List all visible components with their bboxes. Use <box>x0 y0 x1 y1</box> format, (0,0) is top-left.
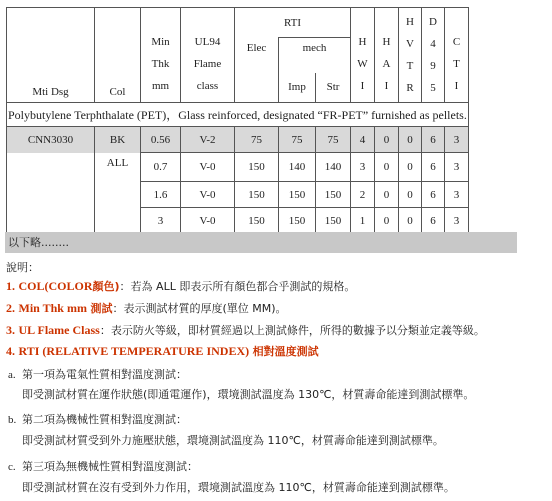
cell-hai: 0 <box>375 127 399 153</box>
cell-hvtr: 0 <box>399 153 422 182</box>
cell-hwi: 2 <box>351 182 375 208</box>
cell-d495: 6 <box>422 208 445 234</box>
cell-str: 140 <box>316 153 351 182</box>
header-elec-label: Elec <box>246 41 267 54</box>
cell-str: 150 <box>316 208 351 234</box>
header-min-label: Min <box>151 36 170 48</box>
cell-thk: 0.7 <box>141 153 181 182</box>
item-number: 2. <box>6 301 15 315</box>
subitem-marker: b. <box>8 414 17 426</box>
cell-dsg <box>7 208 95 234</box>
item-heading-cjk: 測試 <box>90 302 113 315</box>
table-row <box>7 153 469 182</box>
subitem-title: 第三項為無機械性質相對溫度測試： <box>22 460 198 473</box>
header-col <box>95 8 141 103</box>
cell-flame: V-0 <box>181 153 235 182</box>
rti-subitem-a <box>8 366 187 382</box>
cell-col: BK <box>95 127 141 153</box>
header-elec <box>235 38 279 103</box>
subitem-description: 即受測試材質在運作狀態(即通電運作)，環境測試溫度為 130℃，材質壽命能達到測試標準。 <box>22 388 475 401</box>
header-hai-h: H <box>382 36 391 48</box>
item-heading: COL(COLOR <box>18 279 93 293</box>
cell-hwi: 3 <box>351 153 375 182</box>
item-number: 1. <box>6 279 15 293</box>
cell-d495: 6 <box>422 182 445 208</box>
cell-cti: 3 <box>445 208 469 234</box>
cell-thk: 3 <box>141 208 181 234</box>
table-row <box>7 182 469 208</box>
explanation-item-2 <box>6 300 287 316</box>
cell-imp: 150 <box>279 208 316 234</box>
cell-dsg: CNN3030 <box>7 127 95 153</box>
header-hwi-h: H <box>358 36 367 48</box>
cell-elec: 150 <box>235 153 279 182</box>
cell-str: 75 <box>316 127 351 153</box>
header-mti-dsg <box>7 8 95 103</box>
header-flame-label: Flame <box>193 58 222 70</box>
header-thk-label: Thk <box>151 58 170 70</box>
omitted-text: 以下略........ <box>8 236 69 249</box>
cell-flame: V-0 <box>181 208 235 234</box>
header-d495 <box>422 8 445 103</box>
explanation-title <box>6 259 39 275</box>
item-heading: Min Thk mm <box>18 301 87 315</box>
cell-hai: 0 <box>375 182 399 208</box>
header-class-label: class <box>196 80 219 92</box>
header-ul94-label: UL94 <box>194 36 221 48</box>
item-body: ：若為 ALL 即表示所有顏色都合乎測試的規格。 <box>119 280 356 293</box>
cell-d495: 6 <box>422 153 445 182</box>
header-hvtr-t: T <box>406 60 414 72</box>
header-hwi <box>351 8 375 103</box>
item-number: 3. <box>6 323 15 337</box>
subitem-title: 第二項為機械性質相對溫度測試： <box>22 413 187 426</box>
cell-flame: V-2 <box>181 127 235 153</box>
subitem-marker: c. <box>8 461 16 473</box>
material-description-text: Polybutylene Terphthalate (PET)，Glass reinforced, designated “FR-PET” furnished as pellets. <box>8 108 467 122</box>
item-heading: UL Flame Class <box>18 323 100 337</box>
cell-hwi: 1 <box>351 208 375 234</box>
rti-subitem-c <box>8 458 198 474</box>
cell-elec: 150 <box>235 182 279 208</box>
rti-subitem-b-desc <box>22 432 444 448</box>
cell-dsg <box>7 153 95 182</box>
subitem-marker: a. <box>8 369 16 381</box>
item-body: ：表示測試材質的厚度(單位 MM)。 <box>112 302 287 315</box>
cell-cti: 3 <box>445 182 469 208</box>
subitem-description: 即受測試材質受到外力施壓狀態，環境測試溫度為 110℃，材質壽命能達到測試標準。 <box>22 434 444 447</box>
item-heading: RTI (RELATIVE TEMPERATURE INDEX) <box>18 344 250 358</box>
header-mti-dsg-label: Mti Dsg <box>32 86 69 98</box>
header-str-label: Str <box>326 81 340 94</box>
header-mech <box>279 38 351 73</box>
header-hvtr <box>399 8 422 103</box>
header-col-label: Col <box>109 86 126 98</box>
rti-subitem-c-desc <box>22 479 455 495</box>
header-imp <box>279 73 316 103</box>
header-min-thk <box>141 8 181 103</box>
header-cti-t: T <box>453 58 460 70</box>
cell-thk: 1.6 <box>141 182 181 208</box>
header-hvtr-r: R <box>406 82 414 94</box>
header-hwi-w: W <box>357 58 368 70</box>
header-mech-label: mech <box>302 42 327 54</box>
header-hvtr-h: H <box>406 16 414 28</box>
header-hwi-i: I <box>360 80 365 92</box>
cell-cti: 3 <box>445 127 469 153</box>
header-hai-i: I <box>384 80 389 92</box>
header-mm-label: mm <box>151 80 170 92</box>
header-str <box>316 73 351 103</box>
cell-elec: 150 <box>235 208 279 234</box>
explanation-title-text: 說明： <box>6 261 39 274</box>
header-hvtr-v: V <box>406 38 414 50</box>
omitted-notice <box>5 232 517 253</box>
explanation-item-4 <box>6 343 319 359</box>
header-hai-a: A <box>382 58 391 70</box>
header-d495-4: 4 <box>430 38 436 50</box>
header-d495-9: 9 <box>430 60 436 72</box>
rti-subitem-b <box>8 411 187 427</box>
item-number: 4. <box>6 344 15 358</box>
material-spec-table <box>6 7 469 234</box>
table-row <box>7 127 469 153</box>
explanation-item-1 <box>6 278 355 294</box>
header-rti <box>235 8 351 38</box>
header-ul94 <box>181 8 235 103</box>
cell-hai: 0 <box>375 208 399 234</box>
item-heading-cjk: 顏色) <box>92 280 120 293</box>
rti-subitem-a-desc <box>22 386 474 402</box>
cell-thk: 0.56 <box>141 127 181 153</box>
header-hai <box>375 8 399 103</box>
cell-flame: V-0 <box>181 182 235 208</box>
cell-imp: 140 <box>279 153 316 182</box>
explanation-item-3 <box>6 322 485 338</box>
header-cti <box>445 8 469 103</box>
cell-col <box>95 208 141 234</box>
item-body: ：表示防火等級，即材質經過以上測試條件，所得的數據予以分類並定義等級。 <box>99 324 485 337</box>
cell-hwi: 4 <box>351 127 375 153</box>
cell-imp: 150 <box>279 182 316 208</box>
cell-dsg <box>7 182 95 208</box>
cell-hai: 0 <box>375 153 399 182</box>
cell-col: ALL <box>95 153 141 182</box>
cell-elec: 75 <box>235 127 279 153</box>
cell-hvtr: 0 <box>399 127 422 153</box>
item-heading-cjk: 相對溫度測試 <box>252 345 319 358</box>
subitem-title: 第一項為電氣性質相對溫度測試： <box>22 368 187 381</box>
subitem-description: 即受測試材質在沒有受到外力作用，環境測試溫度為 110℃，材質壽命能達到測試標準。 <box>22 481 455 494</box>
header-cti-c: C <box>452 36 461 48</box>
cell-cti: 3 <box>445 153 469 182</box>
cell-col <box>95 182 141 208</box>
cell-hvtr: 0 <box>399 208 422 234</box>
header-cti-i: I <box>454 80 459 92</box>
cell-hvtr: 0 <box>399 182 422 208</box>
header-d495-d: D <box>429 16 437 28</box>
table-row <box>7 208 469 234</box>
material-description <box>7 103 469 127</box>
cell-d495: 6 <box>422 127 445 153</box>
header-d495-5: 5 <box>430 82 436 94</box>
header-imp-label: Imp <box>288 81 306 94</box>
cell-str: 150 <box>316 182 351 208</box>
cell-imp: 75 <box>279 127 316 153</box>
header-rti-label: RTI <box>283 16 302 29</box>
